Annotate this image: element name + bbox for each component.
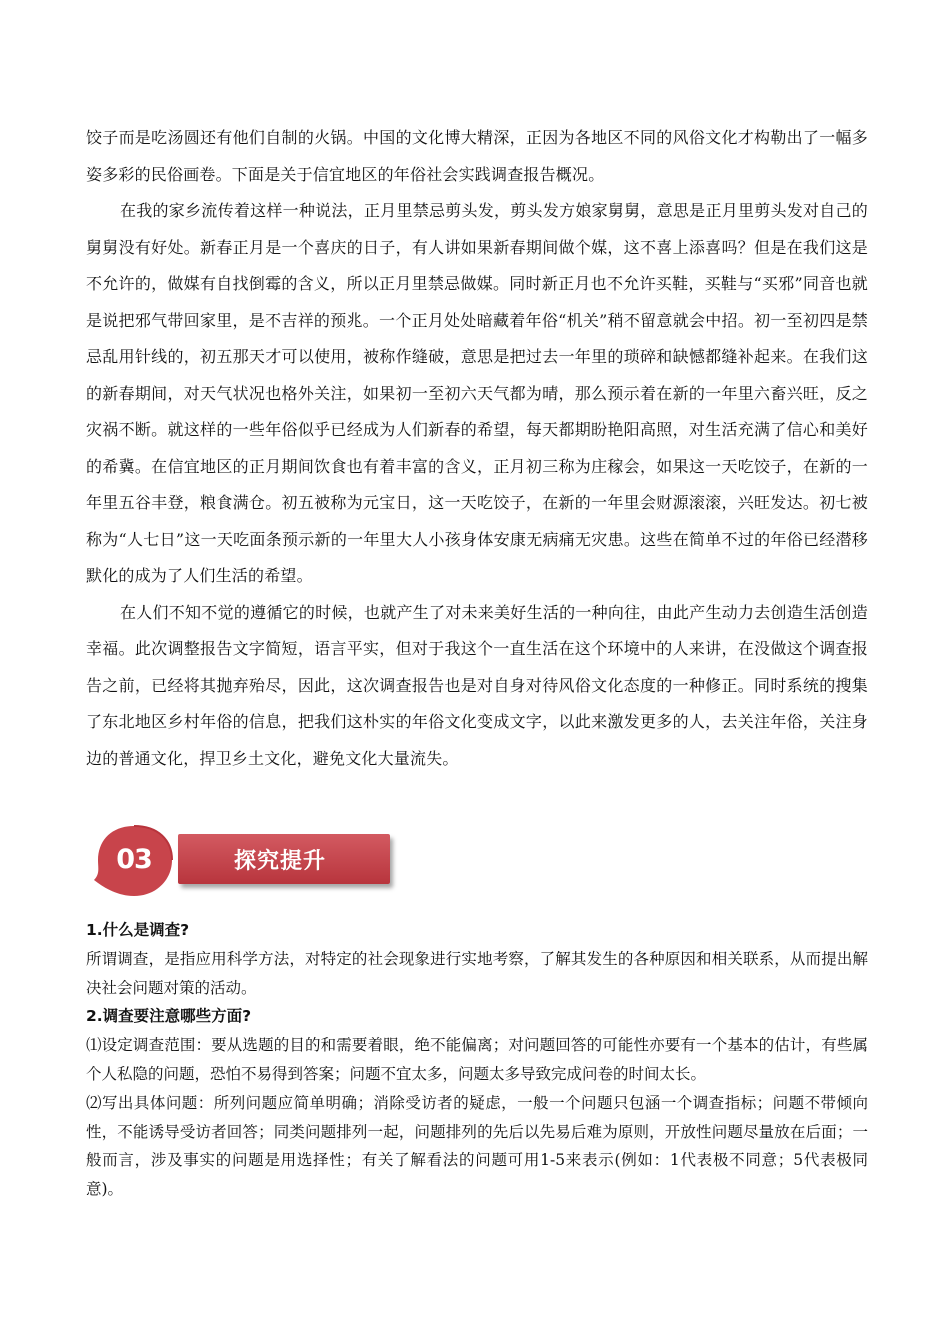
question-1-heading: 1.什么是调查? [86, 921, 190, 939]
question-2-item-2: ⑵写出具体问题：所列问题应简单明确；消除受访者的疑虑，一般一个问题只包涵一个调查指标；问题不带倾向性，不能诱导受访者回答；同类问题排列一起，问题排列的先后以先易后难为原则，开放性问题尽量放在后面；一般而言，涉及事实的问题是用选择性；有关了解看法的问题可用1-5来表示(例如：1代表极不同意；5代表极同意)。 [86, 1093, 868, 1199]
section-banner [178, 834, 390, 884]
question-2-item-1: ⑴设定调查范围：要从选题的目的和需要着眼，绝不能偏离；对问题回答的可能性亦要有一个基本的估计，有些属个人私隐的问题，恐怕不易得到答案；问题不宜太多，问题太多导致完成问卷的时间太长。 [86, 1036, 868, 1083]
report-body [86, 120, 868, 777]
paragraph-intro: 饺子而是吃汤圆还有他们自制的火锅。中国的文化博大精深，正因为各地区不同的风俗文化才构勒出了一幅多姿多彩的民俗画卷。下面是关于信宜地区的年俗社会实践调查报告概况。 [86, 128, 868, 184]
section-number: 03 [116, 844, 152, 875]
section-title: 探究提升 [234, 849, 327, 874]
qa-block [86, 916, 868, 1204]
paragraph-conclusion: 在人们不知不觉的遵循它的时候，也就产生了对未来美好生活的一种向往，由此产生动力去创造生活创造幸福。此次调整报告文字简短，语言平实，但对于我这个一直生活在这个环境中的人来讲，在没做这个调查报告之前，已经将其抛弃殆尽，因此，这次调查报告也是对自身对待风俗文化态度的一种修正。同时系统的搜集了东北地区乡村年俗的信息，把我们这朴实的年俗文化变成文字，以此来激发更多的人，去关注年俗，关注身边的普通文化，捍卫乡土文化，避免文化大量流失。 [86, 602, 868, 768]
section-header [90, 822, 400, 902]
question-1-answer: 所谓调查，是指应用科学方法，对特定的社会现象进行实地考察，了解其发生的各种原因和相关联系，从而提出解决社会问题对策的活动。 [86, 949, 868, 997]
paragraph-customs: 在我的家乡流传着这样一种说法，正月里禁忌剪头发，剪头发方娘家舅舅，意思是正月里剪头发对自己的舅舅没有好处。新春正月是一个喜庆的日子，有人讲如果新春期间做个媒，这不喜上添喜吗？但是在我们这是不允许的，做媒有自找倒霉的含义，所以正月里禁忌做媒。同时新正月也不允许买鞋，买鞋与“买邪”同音也就是说把邪气带回家里，是不吉祥的预兆。一个正月处处暗藏着年俗“机关”稍不留意就会中招。初一至初四是禁忌乱用针线的，初五那天才可以使用，被称作缝破，意思是把过去一年里的琐碎和缺憾都缝补起来。在我们这的新春期间，对天气状况也格外关注，如果初一至初六天气都为晴，那么预示着在新的一年里六畜兴旺，反之灾祸不断。就这样的一些年俗似乎已经成为人们新春的希望，每天都期盼艳阳高照，对生活充满了信心和美好的希冀。在信宜地区的正月期间饮食也有着丰富的含义，正月初三称为庄稼会，如果这一天吃饺子，在新的一年里五谷丰登，粮食满仓。初五被称为元宝日，这一天吃饺子，在新的一年里会财源滚滚，兴旺发达。初七被称为“人七日”这一天吃面条预示新的一年里大人小孩身体安康无病痛无灾患。这些在简单不过的年俗已经潜移默化的成为了人们生活的希望。 [86, 201, 868, 585]
question-2-heading: 2.调查要注意哪些方面? [86, 1007, 252, 1026]
